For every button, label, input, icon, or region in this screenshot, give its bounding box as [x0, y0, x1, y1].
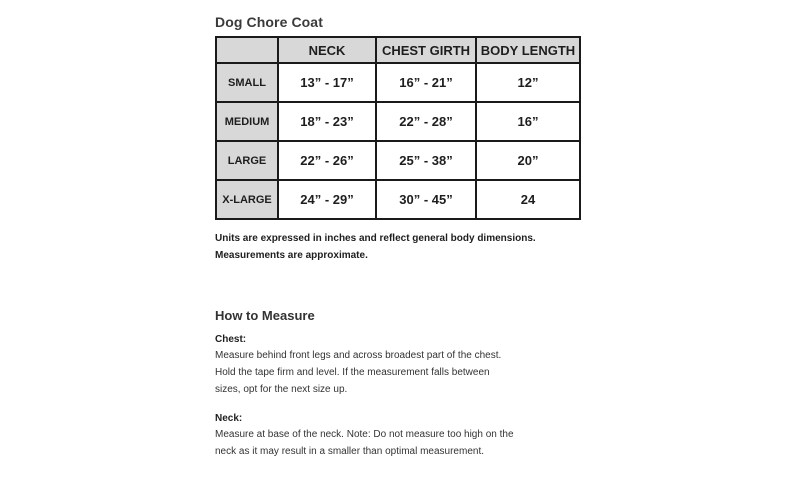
neck-instructions	[215, 426, 525, 460]
how-to-measure-title: How to Measure	[215, 308, 315, 323]
table-row	[216, 102, 580, 141]
size-guide	[215, 14, 595, 460]
header-chest-girth: CHEST GIRTH	[376, 37, 476, 63]
size-label: SMALL	[216, 63, 278, 102]
units-note-line: Units are expressed in inches and reflect general body dimensions.	[215, 233, 536, 244]
size-label: MEDIUM	[216, 102, 278, 141]
chest-subhead: Chest:	[215, 334, 247, 345]
instruction-line: Measure at base of the neck. Note: Do not measure too high on the	[215, 429, 514, 440]
chest-value: 30” - 45”	[376, 180, 476, 219]
length-value: 16”	[476, 102, 580, 141]
product-title: Dog Chore Coat	[215, 14, 323, 30]
instruction-line: Measure behind front legs and across broadest part of the chest.	[215, 350, 502, 361]
chest-value: 22” - 28”	[376, 102, 476, 141]
neck-value: 24” - 29”	[278, 180, 376, 219]
table-header-row	[216, 37, 580, 63]
neck-value: 13” - 17”	[278, 63, 376, 102]
chest-instructions	[215, 347, 525, 398]
table-row	[216, 180, 580, 219]
instruction-line: Hold the tape firm and level. If the measurement falls between	[215, 367, 490, 378]
neck-value: 18” - 23”	[278, 102, 376, 141]
header-body-length: BODY LENGTH	[476, 37, 580, 63]
size-chart-table	[215, 36, 581, 220]
length-value: 24	[476, 180, 580, 219]
size-label: LARGE	[216, 141, 278, 180]
length-value: 20”	[476, 141, 580, 180]
units-note	[215, 230, 595, 264]
header-corner	[216, 37, 278, 63]
units-note-line: Measurements are approximate.	[215, 250, 368, 261]
table-row	[216, 63, 580, 102]
header-neck: NECK	[278, 37, 376, 63]
neck-value: 22” - 26”	[278, 141, 376, 180]
instruction-line: neck as it may result in a smaller than optimal measurement.	[215, 446, 484, 457]
length-value: 12”	[476, 63, 580, 102]
neck-subhead: Neck:	[215, 413, 243, 424]
chest-value: 25” - 38”	[376, 141, 476, 180]
table-row	[216, 141, 580, 180]
chest-value: 16” - 21”	[376, 63, 476, 102]
instruction-line: sizes, opt for the next size up.	[215, 384, 348, 395]
size-label: X-LARGE	[216, 180, 278, 219]
